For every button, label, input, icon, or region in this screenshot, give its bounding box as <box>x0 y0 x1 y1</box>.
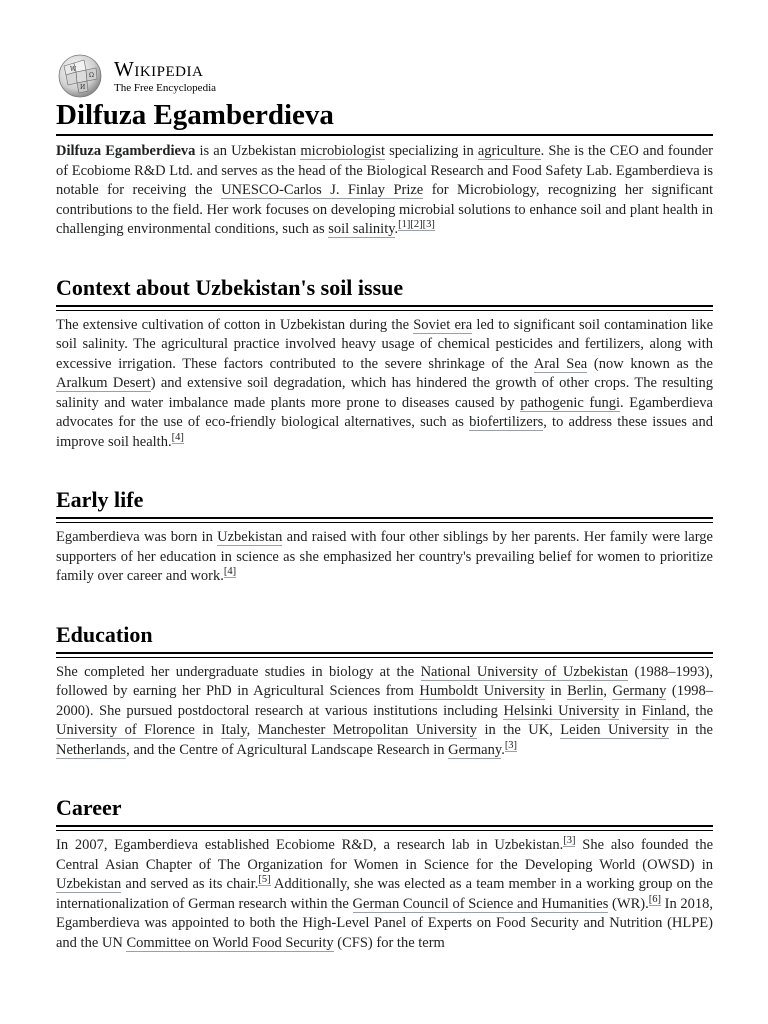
link-leiden-university[interactable]: Leiden University <box>560 722 670 738</box>
wordmark-title: Wikipedia <box>114 56 204 81</box>
svg-text:И: И <box>80 84 86 91</box>
link-netherlands[interactable]: Netherlands <box>56 741 127 758</box>
link-committee-world-food-security[interactable]: Committee on World Food Security <box>126 934 334 951</box>
link-university-florence[interactable]: University of Florence <box>56 722 195 738</box>
link-helsinki-university[interactable]: Helsinki University <box>503 702 620 719</box>
article-body <box>56 142 713 953</box>
citation-ref[interactable]: [6] <box>648 893 661 905</box>
wikipedia-logo[interactable] <box>56 54 216 98</box>
section-heading-education: Education <box>56 621 713 654</box>
wordmark-tagline: The Free Encyclopedia <box>114 81 217 94</box>
section-education <box>56 621 713 761</box>
link-humboldt-university[interactable]: Humboldt University <box>419 683 545 699</box>
link-finland[interactable]: Finland <box>641 702 687 719</box>
link-aral-sea[interactable]: Aral Sea <box>533 355 588 372</box>
lead-paragraph: Dilfuza Egamberdieva is an Uzbekistan microbiologist specializing in agriculture. She is the CEO and founder of Ecobiome R&D Ltd. and serves as the head of the Biological Research and Food Safety Lab. Egamberdieva is notable for receiving the UNESCO-Carlos J. Finlay Prize for Microbiology, recognizing her significant contributions to the field. Her work focuses on developing microbial solutions to enhance soil and plant health in challenging environmental conditions, such as soil salinity.[1][2][3] <box>56 143 714 237</box>
svg-text:Ω: Ω <box>89 72 94 79</box>
link-germany[interactable]: Germany <box>612 683 667 699</box>
link-italy[interactable]: Italy <box>220 722 247 738</box>
subject-name: Dilfuza Egamberdieva <box>56 143 196 159</box>
page-title: Dilfuza Egamberdieva <box>56 96 713 136</box>
link-manchester-metropolitan[interactable]: Manchester Metropolitan University <box>257 722 478 738</box>
link-germany[interactable]: Germany <box>448 741 502 758</box>
section-context <box>56 274 713 453</box>
citation-ref[interactable]: [3] <box>504 739 518 751</box>
link-microbiologist[interactable]: microbiologist <box>300 143 385 159</box>
citation-ref[interactable]: [1][2][3] <box>398 219 435 231</box>
education-paragraph: She completed her undergraduate studies in biology at the National University of Uzbekistan (1988–1993), followed by earning her PhD in Agricultural Sciences from Humboldt University in Berlin, Germany (1998–2000). She pursued postdoctoral research at various institutions including Helsinki University in Finland, the University of Florence in Italy, Manchester Metropolitan University in the UK, Leiden University in the Netherlands, and the Centre of Agricultural Landscape Research in Germany.[3] <box>56 663 714 758</box>
link-soil-salinity[interactable]: soil salinity <box>328 221 395 237</box>
link-soviet-era[interactable]: Soviet era <box>413 316 473 333</box>
link-uzbekistan[interactable]: Uzbekistan <box>217 529 283 545</box>
svg-text:W: W <box>70 66 77 73</box>
link-pathogenic-fungi[interactable]: pathogenic fungi <box>520 394 621 411</box>
link-unesco-prize[interactable]: UNESCO-Carlos J. Finlay Prize <box>221 182 424 198</box>
citation-ref[interactable]: [3] <box>563 835 576 847</box>
section-career <box>56 794 713 953</box>
section-heading-context: Context about Uzbekistan's soil issue <box>56 274 713 307</box>
link-agriculture[interactable]: agriculture <box>477 143 541 159</box>
link-national-university-uzbekistan[interactable]: National University of Uzbekistan <box>420 663 629 680</box>
early-life-paragraph: Egamberdieva was born in Uzbekistan and raised with four other siblings by her parents. Her family were large supporters of her education in science as she emphasized her country's prevailing belief for women to prioritize family over career and work.[4] <box>56 529 713 584</box>
link-uzbekistan[interactable]: Uzbekistan <box>56 876 122 892</box>
section-early-life <box>56 486 713 587</box>
career-paragraph: In 2007, Egamberdieva established Ecobiome R&D, a research lab in Uzbekistan.[3] She also founded the Central Asian Chapter of The Organization for Women in Science for the Developing World (OWSD) in Uzbekistan and served as its chair.[5] Additionally, she was elected as a team member in a working group on the internationalization of German research within the German Council of Science and Humanities (WR).[6] In 2018, Egamberdieva was appointed to both the High-Level Panel of Experts on Food Security and Nutrition (HLPE) and the UN Committee on World Food Security (CFS) for the term <box>56 835 713 951</box>
link-biofertilizers[interactable]: biofertilizers <box>469 414 544 430</box>
section-heading-career: Career <box>56 794 713 827</box>
section-heading-early-life: Early life <box>56 486 713 519</box>
link-aralkum-desert[interactable]: Aralkum Desert <box>56 375 151 391</box>
citation-ref[interactable]: [5] <box>258 874 271 886</box>
link-german-council-science[interactable]: German Council of Science and Humanities <box>352 895 609 912</box>
wordmark <box>114 56 217 94</box>
context-paragraph: The extensive cultivation of cotton in Uzbekistan during the Soviet era led to significant soil contamination like soil salinity. The agricultural practice involved heavy usage of chemical pesticides and fertilizers, along with excessive irrigation. These factors contributed to the severe shrinkage of the Aral Sea (now known as the Aralkum Desert) and extensive soil degradation, which has hindered the growth of other crops. The resulting salinity and water imbalance made plants more prone to diseases caused by pathogenic fungi. Egamberdieva advocates for the use of eco-friendly biological alternatives, such as biofertilizers, to address these issues and improve soil health.[4] <box>56 316 714 450</box>
citation-ref[interactable]: [4] <box>171 431 184 443</box>
citation-ref[interactable]: [4] <box>223 566 237 578</box>
link-berlin[interactable]: Berlin <box>567 683 604 699</box>
puzzle-globe-icon <box>56 54 104 98</box>
